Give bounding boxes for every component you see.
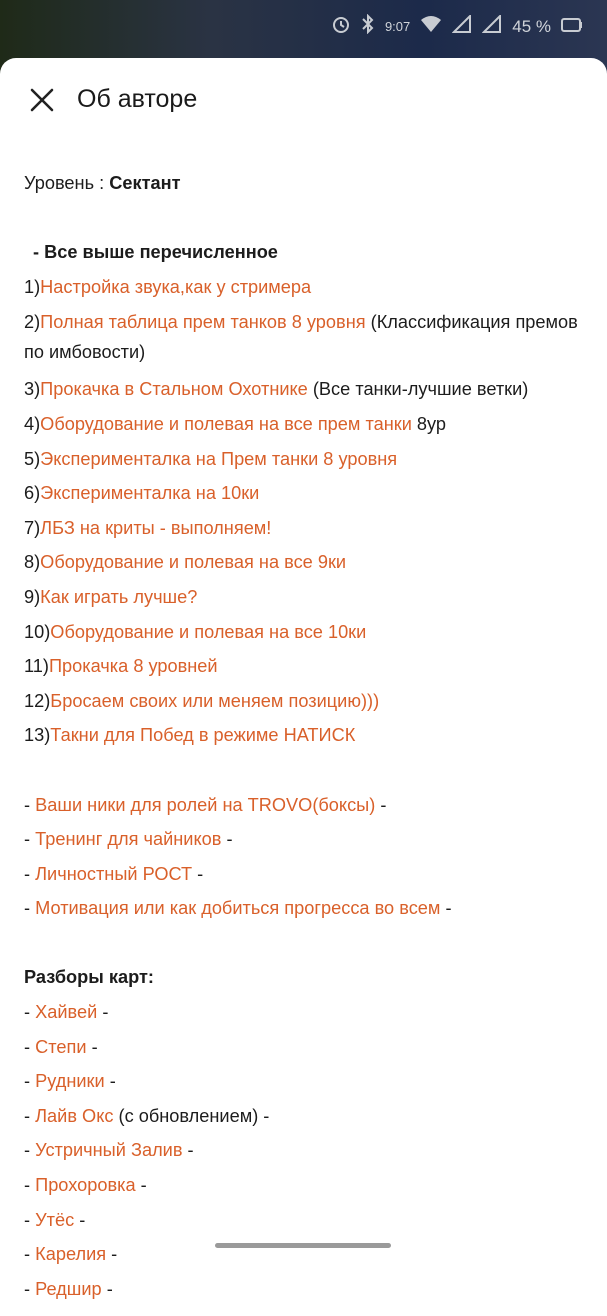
list-item bbox=[24, 442, 594, 477]
signal-icon-2 bbox=[482, 15, 502, 38]
map-suffix: - bbox=[86, 1036, 98, 1057]
item-number: 5) bbox=[24, 448, 41, 469]
item-number: 3) bbox=[24, 379, 41, 400]
maps-heading: Разборы карт: bbox=[24, 967, 154, 988]
map-item bbox=[24, 1030, 594, 1065]
map-suffix: - bbox=[182, 1140, 194, 1161]
item-link[interactable]: Прокачка в Стальном Охотнике bbox=[40, 379, 308, 400]
map-link[interactable]: Степи bbox=[35, 1036, 87, 1057]
list-item bbox=[24, 649, 594, 684]
item-number: 8) bbox=[24, 552, 41, 573]
list-item bbox=[24, 822, 594, 857]
list-item bbox=[24, 718, 594, 753]
dash-prefix: - bbox=[24, 1036, 36, 1057]
list-item bbox=[24, 304, 594, 372]
list-item bbox=[24, 891, 594, 926]
bluetooth-icon bbox=[361, 14, 375, 39]
dash-prefix: - bbox=[24, 1244, 36, 1265]
close-button[interactable] bbox=[26, 84, 58, 116]
map-suffix: - bbox=[104, 1071, 116, 1092]
dash-prefix: - bbox=[24, 898, 36, 919]
dash-prefix: - bbox=[24, 1175, 36, 1196]
map-link[interactable]: Хайвей bbox=[35, 1002, 98, 1023]
item-number: 9) bbox=[24, 586, 41, 607]
home-indicator[interactable] bbox=[215, 1243, 391, 1248]
map-item bbox=[24, 1203, 594, 1238]
item-suffix: (Классификация премов по имбовости) bbox=[24, 312, 578, 363]
item-link[interactable]: Оборудование и полевая на все 9ки bbox=[40, 552, 347, 573]
battery-level: 45 % bbox=[512, 16, 551, 36]
item-link[interactable]: Прокачка 8 уровней bbox=[48, 656, 218, 677]
dash-prefix: - bbox=[24, 1209, 36, 1230]
item-number: 1) bbox=[24, 276, 41, 297]
dash-prefix: - bbox=[24, 1002, 36, 1023]
map-link[interactable]: Устричный Залив bbox=[35, 1140, 183, 1161]
map-suffix: - bbox=[106, 1244, 118, 1265]
about-author-sheet bbox=[0, 58, 607, 1316]
map-item bbox=[24, 1133, 594, 1168]
author-description bbox=[24, 166, 594, 1306]
maps-list bbox=[24, 995, 594, 1306]
status-bar bbox=[0, 0, 607, 56]
all-above-label: - Все выше перечисленное bbox=[33, 242, 278, 263]
list-item bbox=[24, 684, 594, 719]
item-suffix: 8ур bbox=[411, 413, 447, 434]
item-link[interactable]: Личностный РОСТ bbox=[35, 863, 193, 884]
dash-suffix: - bbox=[440, 898, 452, 919]
item-link[interactable]: Эксперименталка на 10ки bbox=[40, 483, 260, 504]
list-item bbox=[24, 580, 594, 615]
item-link[interactable]: Бросаем своих или меняем позицию))) bbox=[50, 690, 380, 711]
close-icon bbox=[26, 84, 58, 116]
map-item bbox=[24, 1272, 594, 1307]
map-suffix: - bbox=[97, 1002, 109, 1023]
map-item bbox=[24, 995, 594, 1030]
item-link[interactable]: Ваши ники для ролей на TROVO(боксы) bbox=[35, 794, 376, 815]
item-link[interactable]: Эксперименталка на Прем танки 8 уровня bbox=[40, 448, 398, 469]
list-item bbox=[24, 270, 594, 305]
dash-prefix: - bbox=[24, 1071, 36, 1092]
wifi-icon bbox=[420, 15, 442, 38]
item-link[interactable]: Как играть лучше? bbox=[40, 586, 198, 607]
item-suffix: (Все танки-лучшие ветки) bbox=[307, 379, 529, 400]
map-item bbox=[24, 1168, 594, 1203]
item-number: 6) bbox=[24, 483, 41, 504]
dash-prefix: - bbox=[24, 829, 36, 850]
numbered-list bbox=[24, 270, 594, 753]
item-number: 4) bbox=[24, 413, 41, 434]
dash-prefix: - bbox=[24, 863, 36, 884]
status-time: 9:07 bbox=[384, 19, 411, 34]
item-number: 12) bbox=[24, 690, 51, 711]
page-title: Об авторе bbox=[77, 85, 198, 113]
map-link[interactable]: Прохоровка bbox=[35, 1175, 136, 1196]
map-link[interactable]: Карелия bbox=[35, 1244, 107, 1265]
alarm-icon bbox=[331, 14, 351, 39]
dash-suffix: - bbox=[221, 829, 233, 850]
dash-suffix: - bbox=[192, 863, 204, 884]
dash-prefix: - bbox=[24, 1105, 36, 1126]
item-number: 11) bbox=[24, 656, 49, 677]
level-line bbox=[24, 166, 594, 201]
item-link[interactable]: Тренинг для чайников bbox=[35, 829, 222, 850]
item-number: 10) bbox=[24, 621, 51, 642]
item-number: 7) bbox=[24, 517, 41, 538]
map-link[interactable]: Рудники bbox=[35, 1071, 105, 1092]
item-link[interactable]: Полная таблица прем танков 8 уровня bbox=[40, 312, 366, 333]
item-link[interactable]: Такни для Побед в режиме НАТИСК bbox=[50, 725, 356, 746]
map-suffix: (с обновлением) - bbox=[113, 1105, 270, 1126]
map-suffix: - bbox=[101, 1278, 113, 1299]
dash-prefix: - bbox=[24, 1278, 36, 1299]
dash-prefix: - bbox=[24, 794, 36, 815]
map-item bbox=[24, 1099, 594, 1134]
dash-suffix: - bbox=[375, 794, 387, 815]
map-suffix: - bbox=[74, 1209, 86, 1230]
map-item bbox=[24, 1064, 594, 1099]
dash-prefix: - bbox=[24, 1140, 36, 1161]
status-icons bbox=[331, 14, 583, 39]
list-item bbox=[24, 407, 594, 442]
item-number: 13) bbox=[24, 725, 51, 746]
list-item bbox=[24, 372, 594, 407]
signal-icon bbox=[452, 15, 472, 38]
item-link[interactable]: Мотивация или как добиться прогресса во всем bbox=[35, 898, 441, 919]
list-item bbox=[24, 857, 594, 892]
map-suffix: - bbox=[135, 1175, 147, 1196]
item-link[interactable]: Оборудование и полевая на все 10ки bbox=[50, 621, 367, 642]
level-label: Уровень : bbox=[24, 173, 110, 193]
item-number: 2) bbox=[24, 312, 41, 333]
item-link[interactable]: Оборудование и полевая на все прем танки bbox=[40, 413, 412, 434]
list-item bbox=[24, 788, 594, 823]
list-item bbox=[24, 511, 594, 546]
map-link[interactable]: Редшир bbox=[35, 1278, 102, 1299]
item-link[interactable]: Настройка звука,как у стримера bbox=[40, 276, 312, 297]
list-item bbox=[24, 545, 594, 580]
extra-list bbox=[24, 788, 594, 926]
item-link[interactable]: ЛБЗ на криты - выполняем! bbox=[40, 517, 272, 538]
sheet-header bbox=[0, 58, 607, 142]
map-link[interactable]: Утёс bbox=[35, 1209, 75, 1230]
list-item bbox=[24, 615, 594, 650]
level-value: Сектант bbox=[109, 173, 181, 193]
list-item bbox=[24, 476, 594, 511]
battery-icon bbox=[561, 17, 583, 37]
map-link[interactable]: Лайв Окс bbox=[35, 1105, 114, 1126]
